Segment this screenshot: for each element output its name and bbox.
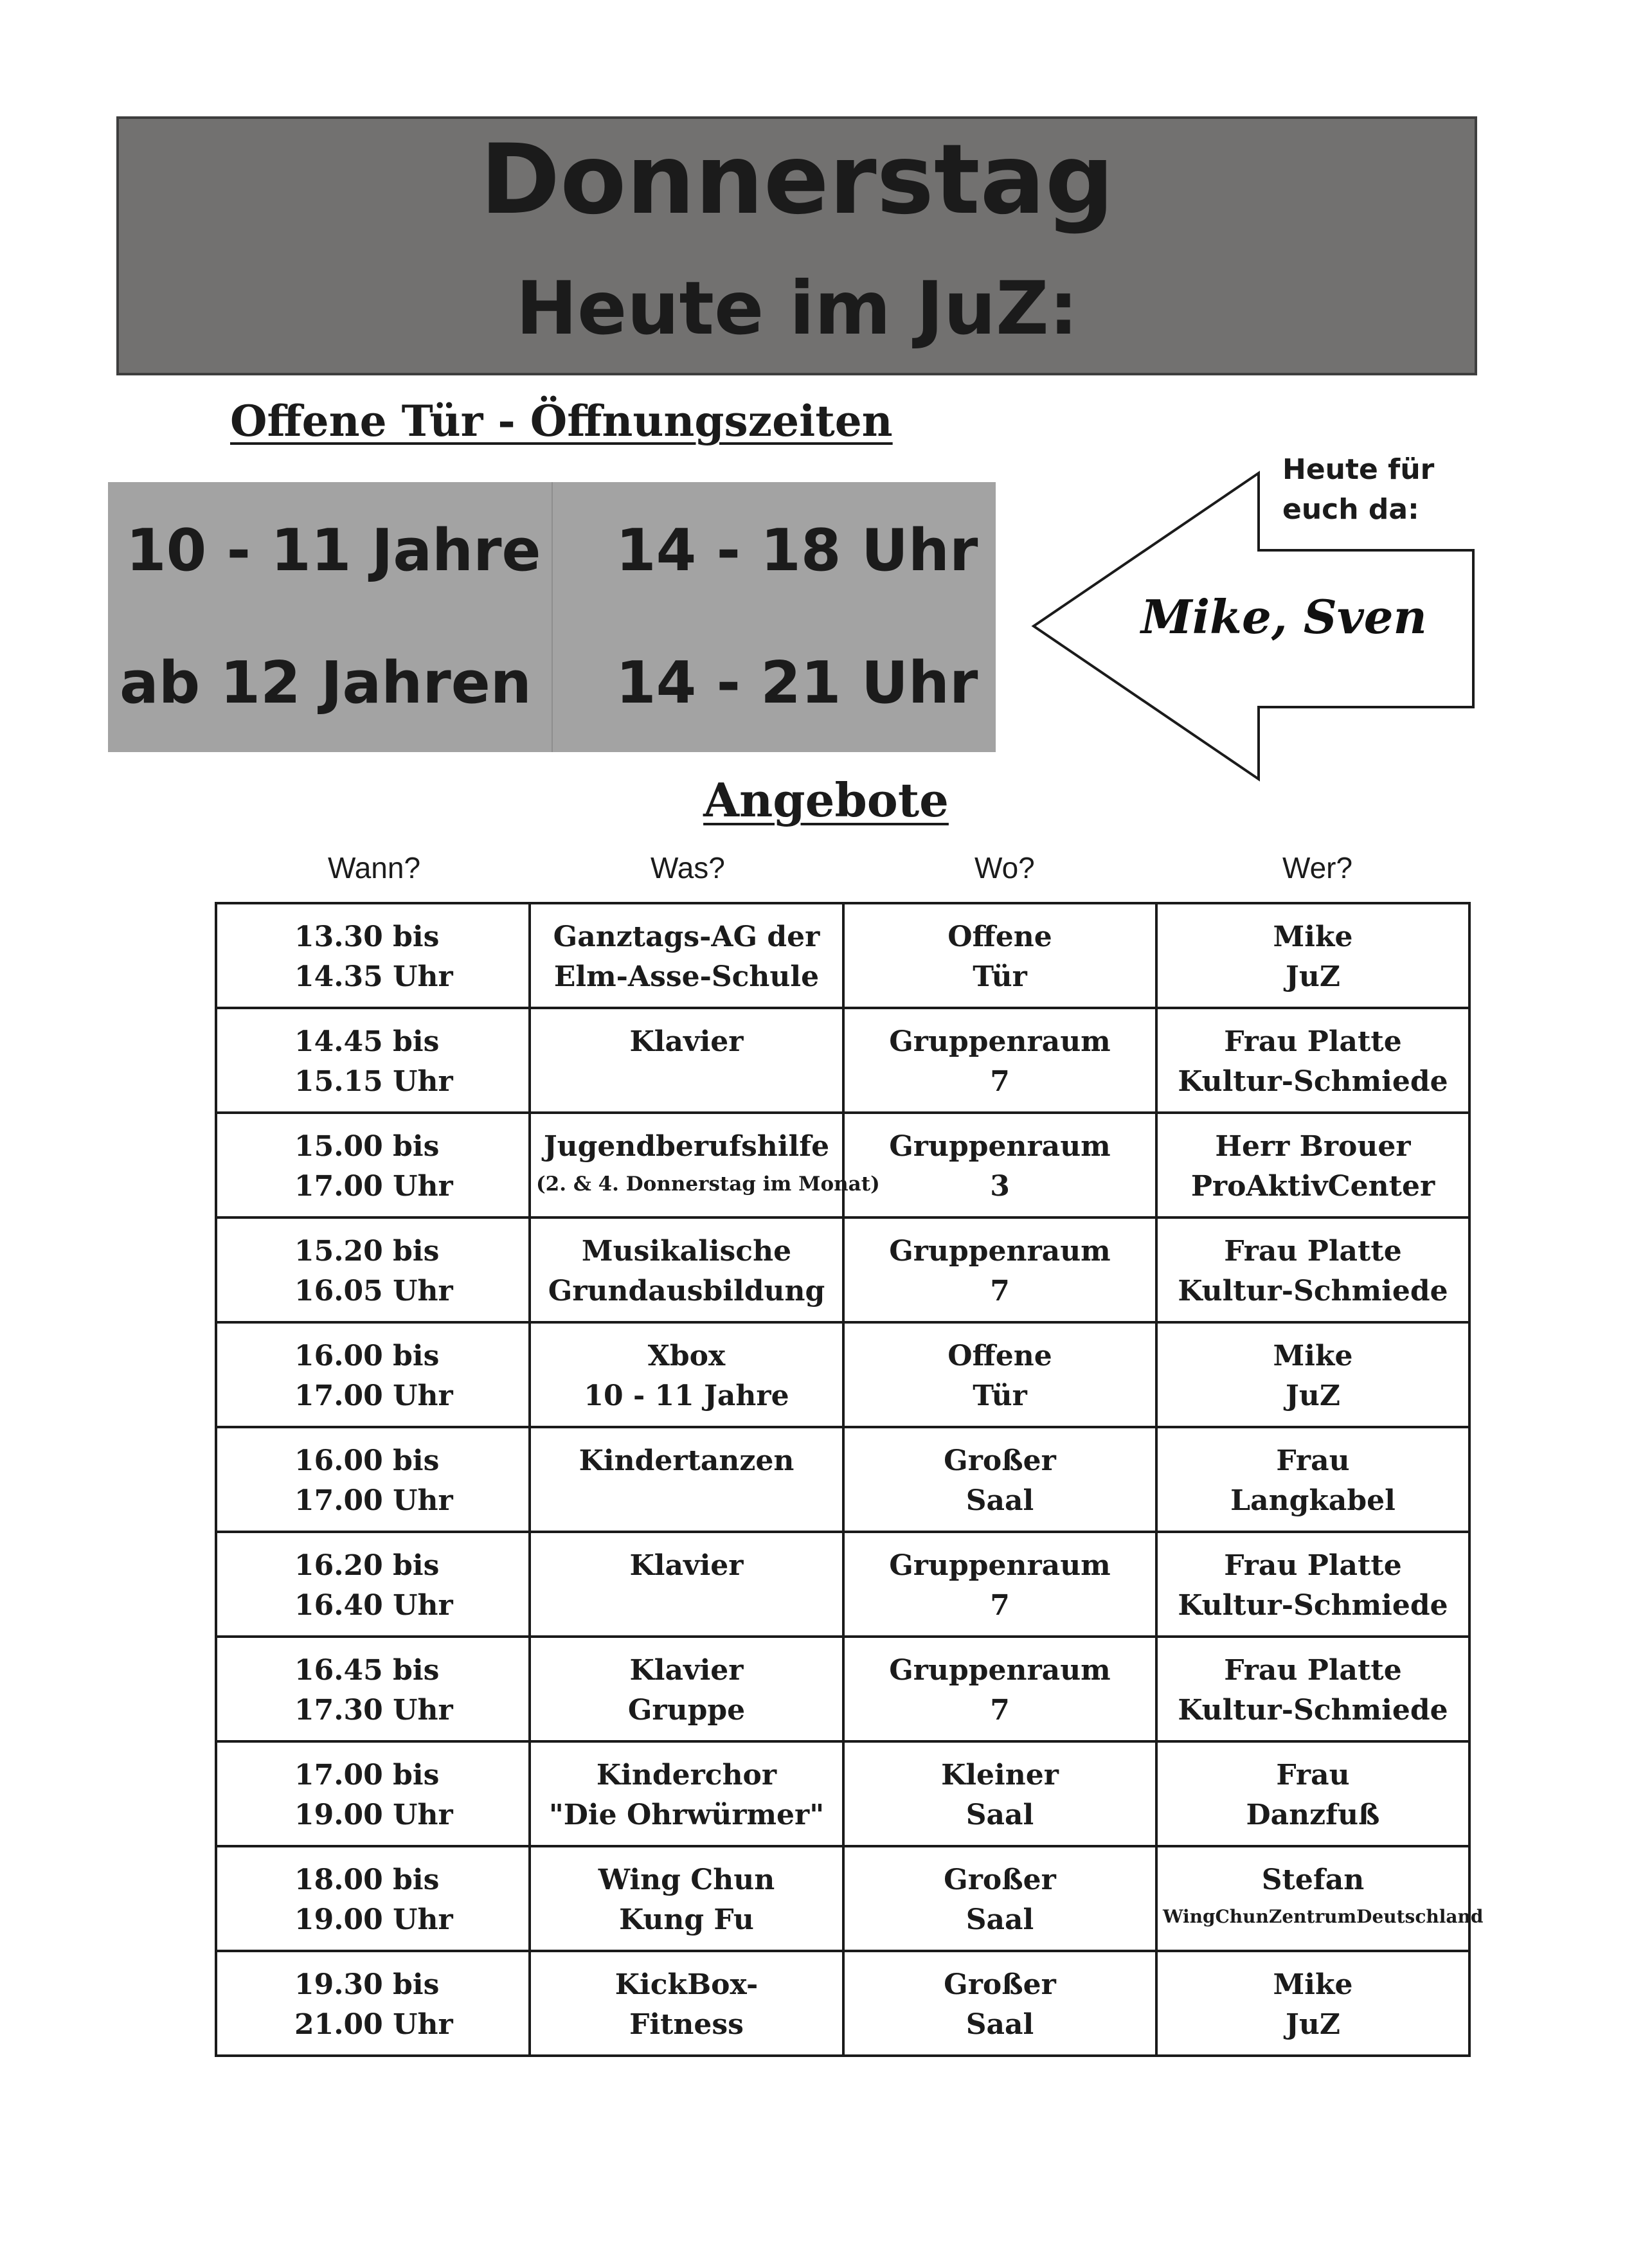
cell-who-line: Langkabel [1230, 1484, 1396, 1517]
cell-where-line: Gruppenraum [889, 1025, 1111, 1058]
cell-where [843, 1951, 1156, 2056]
page-title: Donnerstag [480, 124, 1115, 236]
cell-who-line: Frau Platte [1224, 1654, 1402, 1687]
cell-when-line: 16.45 bis [294, 1654, 440, 1687]
cell-who-line: JuZ [1286, 960, 1340, 993]
cell-when [216, 1008, 530, 1113]
cell-when [216, 1532, 530, 1637]
cell-where [843, 1113, 1156, 1217]
cell-who [1156, 1637, 1469, 1741]
cell-when-line: 17.00 Uhr [294, 1484, 453, 1517]
cell-what-line: Elm-Asse-Schule [553, 960, 820, 993]
cell-what [530, 1113, 880, 1217]
cell-where [843, 1322, 1156, 1427]
cell-who-line: JuZ [1286, 2008, 1340, 2041]
cell-where-line: Gruppenraum [889, 1130, 1111, 1163]
cell-what-line: Jugendberufshilfe [543, 1130, 830, 1163]
cell-where-line: Saal [965, 1484, 1034, 1517]
cell-what-line: Musikalische [581, 1235, 792, 1268]
cell-when [216, 1322, 530, 1427]
cell-who [1156, 1217, 1469, 1322]
cell-when-line: 19.00 Uhr [294, 1799, 453, 1831]
cell-what-line: Kinderchor [596, 1759, 777, 1792]
cell-who [1156, 903, 1469, 1008]
cell-when-line: 16.00 bis [294, 1444, 440, 1477]
cell-who [1156, 1951, 1469, 2056]
table-row [216, 903, 1469, 1008]
staff-heading-line-2: euch da: [1282, 493, 1419, 526]
table-row [216, 1532, 1469, 1637]
table-row [216, 1846, 1469, 1951]
cell-who-line: Kultur-Schmiede [1178, 1694, 1448, 1727]
cell-when-line: 19.00 Uhr [294, 1903, 453, 1936]
age-group-2: ab 12 Jahren [120, 649, 532, 717]
cell-where-line: Saal [965, 1799, 1034, 1831]
cell-where-line: Großer [944, 1864, 1056, 1896]
cell-when-line: 21.00 Uhr [294, 2008, 453, 2041]
cell-where-line: Saal [965, 1903, 1034, 1936]
table-row [216, 1427, 1469, 1532]
cell-when [216, 1741, 530, 1846]
cell-when-line: 16.40 Uhr [294, 1589, 453, 1622]
staff-heading-line-1: Heute für [1282, 453, 1435, 486]
cell-who-line: Frau Platte [1224, 1235, 1402, 1268]
table-row [216, 1008, 1469, 1113]
cell-what [530, 1322, 843, 1427]
cell-where [843, 1741, 1156, 1846]
cell-what-line: Fitness [629, 2008, 744, 2041]
column-header-who: Wer? [1282, 851, 1353, 885]
cell-when-line: 18.00 bis [294, 1864, 440, 1896]
cell-what-line: KickBox- [615, 1968, 759, 2001]
opening-hours-table [108, 482, 996, 752]
cell-when-line: 19.30 bis [294, 1968, 440, 2001]
cell-what-line: Gruppe [627, 1694, 746, 1727]
cell-where-line: 7 [990, 1589, 1010, 1622]
table-row [216, 1951, 1469, 2056]
table-row [216, 1113, 1469, 1217]
cell-who [1156, 1532, 1469, 1637]
cell-where-line: 7 [990, 1065, 1010, 1098]
cell-where [843, 1008, 1156, 1113]
cell-where-line: Großer [944, 1444, 1056, 1477]
cell-who-line: Mike [1273, 921, 1353, 953]
cell-what [530, 903, 843, 1008]
cell-what-line: Xbox [647, 1340, 726, 1372]
cell-where-line: Kleiner [941, 1759, 1059, 1792]
cell-who-line: Frau [1276, 1759, 1350, 1792]
cell-when-line: 17.00 Uhr [294, 1379, 453, 1412]
cell-what [530, 1008, 843, 1113]
cell-when [216, 1427, 530, 1532]
cell-what [530, 1427, 843, 1532]
age-group-1: 10 - 11 Jahre [126, 517, 541, 584]
cell-who-line: JuZ [1286, 1379, 1340, 1412]
table-row [216, 1217, 1469, 1322]
cell-what [530, 1217, 843, 1322]
cell-when-line: 16.00 bis [294, 1340, 440, 1372]
offers-table-body [216, 903, 1484, 2056]
cell-when-line: 13.30 bis [294, 921, 440, 953]
cell-what [530, 1951, 843, 2056]
cell-where-line: Gruppenraum [889, 1654, 1111, 1687]
column-header-when: Wann? [328, 851, 421, 885]
cell-what [530, 1637, 843, 1741]
cell-what [530, 1741, 843, 1846]
cell-what-line: Grundausbildung [548, 1275, 825, 1307]
cell-who [1156, 1427, 1469, 1532]
cell-when-line: 16.20 bis [294, 1549, 440, 1582]
cell-who-line: Kultur-Schmiede [1178, 1275, 1448, 1307]
cell-who-line: Kultur-Schmiede [1178, 1065, 1448, 1098]
cell-who-line: WingChunZentrumDeutschland [1163, 1906, 1484, 1927]
table-row [216, 1741, 1469, 1846]
cell-when [216, 1637, 530, 1741]
cell-where [843, 903, 1156, 1008]
cell-when-line: 14.35 Uhr [294, 960, 453, 993]
cell-where [843, 1637, 1156, 1741]
cell-where [843, 1846, 1156, 1951]
cell-when-line: 15.15 Uhr [294, 1065, 453, 1098]
cell-where-line: 7 [990, 1694, 1010, 1727]
table-row [216, 1322, 1469, 1427]
cell-when-line: 17.30 Uhr [294, 1694, 453, 1727]
cell-who [1156, 1113, 1469, 1217]
cell-when-line: 17.00 Uhr [294, 1170, 453, 1203]
hours-group-1: 14 - 18 Uhr [616, 517, 978, 584]
cell-what-line: (2. & 4. Donnerstag im Monat) [536, 1172, 880, 1196]
cell-who [1156, 1846, 1484, 1951]
cell-when [216, 1951, 530, 2056]
cell-who-line: Kultur-Schmiede [1178, 1589, 1448, 1622]
cell-when-line: 16.05 Uhr [294, 1275, 453, 1307]
cell-when-line: 15.00 bis [294, 1130, 440, 1163]
cell-who-line: ProAktivCenter [1190, 1170, 1435, 1203]
cell-who-line: Frau Platte [1224, 1025, 1402, 1058]
cell-who-line: Mike [1273, 1968, 1353, 2001]
cell-when [216, 1217, 530, 1322]
cell-what [530, 1532, 843, 1637]
cell-what-line: Kindertanzen [579, 1444, 795, 1477]
cell-where-line: Großer [944, 1968, 1056, 2001]
column-header-where: Wo? [974, 851, 1035, 885]
staff-heading [1282, 450, 1434, 530]
cell-where-line: Saal [965, 2008, 1034, 2041]
cell-where-line: Offene [947, 1340, 1052, 1372]
cell-when [216, 1846, 530, 1951]
cell-where-line: Tür [973, 960, 1027, 993]
cell-where [843, 1532, 1156, 1637]
cell-when [216, 903, 530, 1008]
cell-when-line: 14.45 bis [294, 1025, 440, 1058]
cell-what-line: Klavier [629, 1654, 744, 1687]
cell-what-line: Ganztags-AG der [553, 921, 820, 953]
cell-what-line: 10 - 11 Jahre [584, 1379, 789, 1412]
cell-who-line: Frau Platte [1224, 1549, 1402, 1582]
opening-hours-divider [552, 482, 553, 752]
cell-where-line: Offene [947, 921, 1052, 953]
cell-where-line: 7 [990, 1275, 1010, 1307]
staff-names: Mike, Sven [1141, 589, 1427, 644]
hours-group-2: 14 - 21 Uhr [616, 649, 978, 717]
cell-what-line: "Die Ohrwürmer" [548, 1799, 825, 1831]
cell-where-line: Gruppenraum [889, 1235, 1111, 1268]
cell-where [843, 1427, 1156, 1532]
cell-who [1156, 1322, 1469, 1427]
cell-who [1156, 1008, 1469, 1113]
cell-where-line: 3 [990, 1170, 1010, 1203]
cell-where-line: Tür [973, 1379, 1027, 1412]
opening-hours-title: Offene Tür - Öffnungszeiten [230, 396, 893, 446]
cell-what-line: Klavier [629, 1025, 744, 1058]
cell-who-line: Mike [1273, 1340, 1353, 1372]
cell-what-line: Wing Chun [598, 1864, 775, 1896]
table-row [216, 1637, 1469, 1741]
offers-title: Angebote [703, 773, 949, 827]
column-header-what: Was? [651, 851, 725, 885]
cell-who-line: Frau [1276, 1444, 1350, 1477]
offers-table [215, 902, 1484, 2057]
cell-who-line: Stefan [1261, 1864, 1365, 1896]
cell-who-line: Herr Brouer [1215, 1130, 1411, 1163]
cell-who-line: Danzfuß [1246, 1799, 1380, 1831]
cell-what-line: Kung Fu [619, 1903, 754, 1936]
cell-who [1156, 1741, 1469, 1846]
cell-what [530, 1846, 843, 1951]
page-subtitle: Heute im JuZ: [516, 265, 1079, 351]
cell-when-line: 15.20 bis [294, 1235, 440, 1268]
cell-where-line: Gruppenraum [889, 1549, 1111, 1582]
cell-what-line: Klavier [629, 1549, 744, 1582]
cell-when [216, 1113, 530, 1217]
cell-when-line: 17.00 bis [294, 1759, 440, 1792]
cell-where [843, 1217, 1156, 1322]
